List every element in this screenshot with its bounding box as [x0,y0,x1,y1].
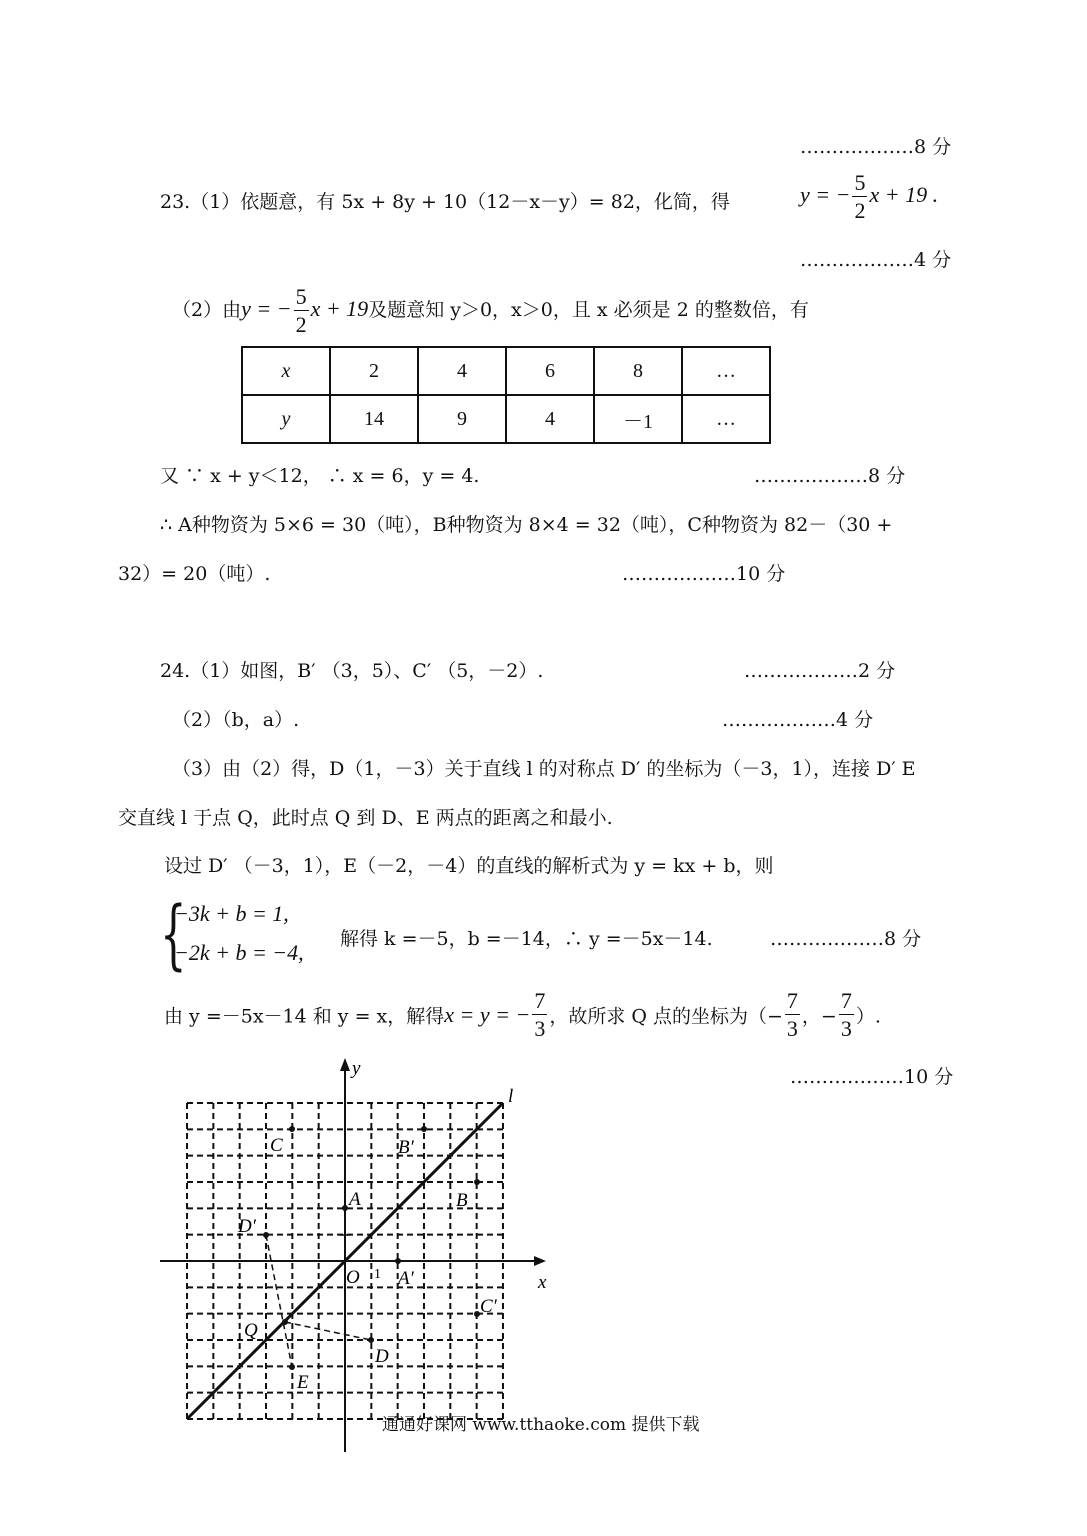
y-axis-arrow [340,1058,350,1071]
table-cell: 4 [418,347,506,395]
denominator: 3 [840,1016,852,1041]
final-end: ）. [855,1005,881,1028]
eq-left: y = − [241,296,292,321]
label-a-prime: A′ [398,1268,414,1289]
label-c: C [270,1135,283,1156]
table-cell: 8 [594,347,682,395]
q24-score-3: ………………8 分 [770,928,922,950]
q23-score-3: ………………10 分 [622,563,786,585]
table-cell: y [242,395,330,443]
q22-score: ………………8 分 [800,136,952,158]
label-d-prime: D′ [238,1216,256,1237]
final-mid: ，故所求 Q 点的坐标为（− [549,1005,783,1028]
table-cell: 4 [506,395,594,443]
point-q [282,1319,288,1325]
eq-left: y = − [800,182,851,208]
table-cell: 14 [330,395,418,443]
point-b [474,1179,480,1185]
final-prefix: 由 y =－5x－14 和 y = x，解得 [164,1005,445,1028]
numerator: 5 [854,170,866,195]
table-cell: 9 [418,395,506,443]
table-cell: x [242,347,330,395]
label-y: y [352,1058,361,1079]
label-l: l [508,1086,514,1107]
q24-score-4: ………………10 分 [790,1066,954,1088]
point-e [289,1364,295,1370]
part2-suffix: 及题意知 y＞0，x＞0，且 x 必须是 2 的整数倍，有 [368,299,809,321]
point-b-prime [421,1126,427,1132]
q24-score-2: ………………4 分 [722,709,874,731]
numerator: 7 [840,988,852,1013]
table-cell: 2 [330,347,418,395]
system-eq-2: −2k + b = −4, [174,940,304,965]
label-e: E [297,1372,309,1393]
label-b: B [456,1190,468,1211]
denominator: 2 [854,198,866,223]
final-comma: ，− [801,1005,837,1028]
label-q: Q [244,1320,258,1341]
q24-solve: 解得 k =－5，b =－14，∴ y =－5x－14. [340,928,713,950]
q23-line1: 23.（1）依题意，有 5x + 8y + 10（12－x－y）= 82，化简，得 [160,191,730,213]
table-cell: －1 [594,395,682,443]
label-d: D [375,1346,389,1367]
q24-part3-b: 交直线 l 于点 Q，此时点 Q 到 D、E 两点的距离之和最小. [118,807,613,829]
q23-result-2: 32）= 20（吨）. [118,563,271,585]
denominator: 3 [786,1016,798,1041]
point-d-prime [263,1232,269,1238]
eq-right: x + 19 . [869,182,939,208]
denominator: 3 [534,1016,546,1041]
numerator: 5 [295,284,307,309]
q23-score-2: ………………8 分 [754,465,906,487]
final-eq: x = y = − [444,1002,531,1027]
q24-part3-a: （3）由（2）得，D（1，－3）关于直线 l 的对称点 D′ 的坐标为（－3，1），连接 D′ E [172,758,916,780]
eq-right: x + 19 [310,296,369,321]
q24-score-1: ………………2 分 [744,660,896,682]
table-cell: … [682,395,770,443]
label-c-prime: C′ [480,1296,497,1317]
numerator: 7 [786,988,798,1013]
q23-because: 又 ∵ x + y＜12， ∴ x = 6，y = 4. [160,465,480,487]
point-c [289,1126,295,1132]
q23-score-1: ………………4 分 [800,249,952,271]
q24-part2: （2）（b，a）. [172,709,300,731]
segment-dp-e [266,1235,292,1367]
x-axis-arrow [534,1256,546,1266]
label-a: A [349,1189,361,1210]
q23-result: ∴ A种物资为 5×6 = 30（吨），B种物资为 8×4 = 32（吨），C种物资为 82－（30 + [160,514,893,536]
denominator: 2 [295,312,307,337]
watermark: 通通好课网 www.tthaoke.com 提供下载 [382,1415,700,1435]
q24-part1: 24.（1）如图，B′ （3，5）、C′ （5，－2）. [160,660,544,682]
point-d [368,1337,374,1343]
point-a-prime [395,1258,401,1264]
q24-part3-c: 设过 D′ （－3，1），E（－2，－4）的直线的解析式为 y = kx + b，则 [164,855,774,877]
label-b-prime: B′ [398,1137,414,1158]
point-a [342,1205,348,1211]
segment-q-d [285,1322,371,1340]
label-one: 1 [374,1267,381,1282]
table-cell: … [682,347,770,395]
label-x: x [538,1272,547,1293]
numerator: 7 [534,988,546,1013]
label-o: O [346,1267,360,1288]
system-eq-1: −3k + b = 1, [174,901,289,926]
system-brace: { [160,889,187,978]
part2-prefix: （2）由 [172,299,242,321]
table-cell: 6 [506,347,594,395]
